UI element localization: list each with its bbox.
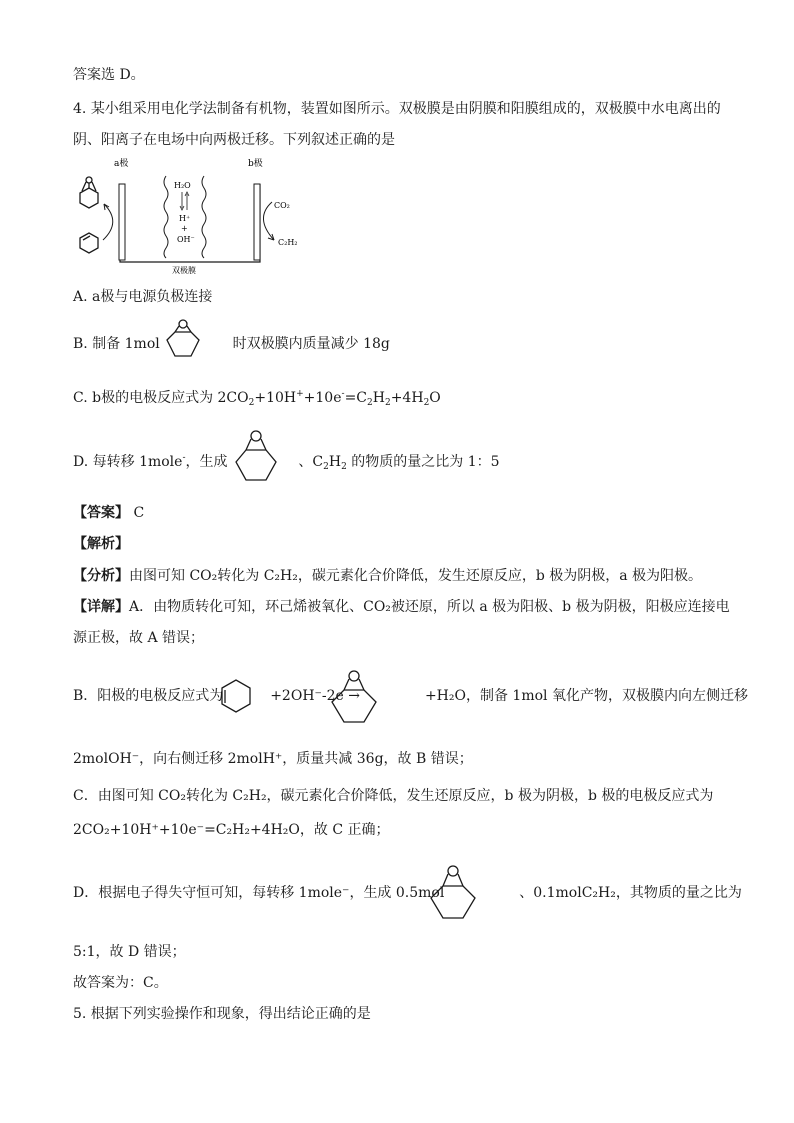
detail-a-line1: 【详解】A．由物质转化可知，环己烯被氧化、CO₂被还原，所以 a 极为阳极、b 极为阴极，阳极应连接电: [73, 599, 730, 615]
cyclohexene-structure-b: [216, 676, 256, 716]
cyclohexene-icon: [80, 233, 98, 253]
analysis-tag: 【解析】: [73, 536, 129, 552]
epoxide-structure-d: [230, 428, 282, 490]
option-b: B. 制备 1mol 时双极膜内质量减少 18g: [73, 336, 390, 352]
membrane-right: [202, 176, 206, 258]
cyclohexene-oxide-icon: [80, 177, 98, 208]
option-c: C. b极的电极反应式为 $2CO_2+10H^++10e^-=C_2H_2+4H_2O$: [73, 389, 441, 408]
membrane-label: 双极膜: [172, 266, 196, 275]
detail-c-line2: 2CO₂+10H⁺+10e⁻=C₂H₂+4H₂O，故 C 正确；: [73, 822, 390, 838]
water-label: H₂O: [174, 181, 191, 190]
detail-d-line1: D．根据电子得失守恒可知，每转移 1mole⁻，生成 0.5mol 、0.1molC₂H₂，其物质的量之比为: [73, 885, 742, 901]
epoxide-structure-detail-d: [425, 862, 481, 926]
epoxide-structure-detail-b: [326, 668, 382, 730]
electrode-b-label: b极: [248, 159, 263, 169]
electrode-a: [119, 184, 125, 260]
detail-a-line2: 源正极，故 A 错误；: [73, 630, 205, 646]
detail-b-line2: 2molOH⁻，向右侧迁移 2molH⁺，质量共减 36g，故 B 错误；: [73, 751, 473, 767]
detail-b-line1: B．阳极的电极反应式为 +2OH⁻-2e → +H₂O，制备 1mol 氧化产物，双极膜内向左侧迁移: [73, 688, 748, 704]
detail-c-line1: C．由图可知 CO₂转化为 C₂H₂，碳元素化合价降低，发生还原反应，b 极为阴极，b 极的电极反应式为: [73, 788, 714, 804]
fenxi-line: 【分析】由图可知 CO₂转化为 C₂H₂，碳元素化合价降低，发生还原反应，b 极为阴极，a 极为阳极。: [73, 568, 703, 584]
electrode-b: [254, 184, 260, 260]
c2h2-label: C₂H₂: [278, 238, 298, 247]
question-number: 4.: [73, 101, 87, 117]
previous-answer: 答案选 D。: [73, 67, 145, 83]
electrolysis-diagram: [70, 156, 310, 278]
cell-container: [120, 184, 260, 262]
answer-tag: 【答案】: [73, 505, 129, 521]
epoxide-structure-b: [157, 318, 209, 364]
answer-line: [73, 503, 144, 523]
h-plus-label: H⁺: [179, 214, 191, 223]
co2-label: CO₂: [274, 201, 290, 210]
option-a: A. a极与电源负极连接: [73, 289, 213, 305]
plus-sign: +: [181, 224, 188, 233]
conclusion: 故答案为：C。: [73, 975, 168, 991]
option-d: D. 每转移 1mole-，生成 、$C_2H_2$ 的物质的量之比为 1：5: [73, 453, 500, 472]
oh-minus-label: OH⁻: [177, 235, 195, 244]
membrane-left: [164, 176, 168, 258]
next-question: 5. 根据下列实验操作和现象，得出结论正确的是: [73, 1006, 371, 1022]
electrode-a-label: a极: [114, 159, 129, 169]
question-stem-line1: 4. 某小组采用电化学法制备有机物，装置如图所示。双极膜是由阴膜和阳膜组成的，双极膜中水电离出的: [73, 101, 721, 117]
question-stem-line2: 阴、阳离子在电场中向两极迁移。下列叙述正确的是: [73, 132, 395, 148]
detail-d-line2: 5:1，故 D 错误；: [73, 944, 186, 960]
water-dissociation-arrows: [180, 192, 189, 210]
answer-value: C: [133, 505, 145, 521]
